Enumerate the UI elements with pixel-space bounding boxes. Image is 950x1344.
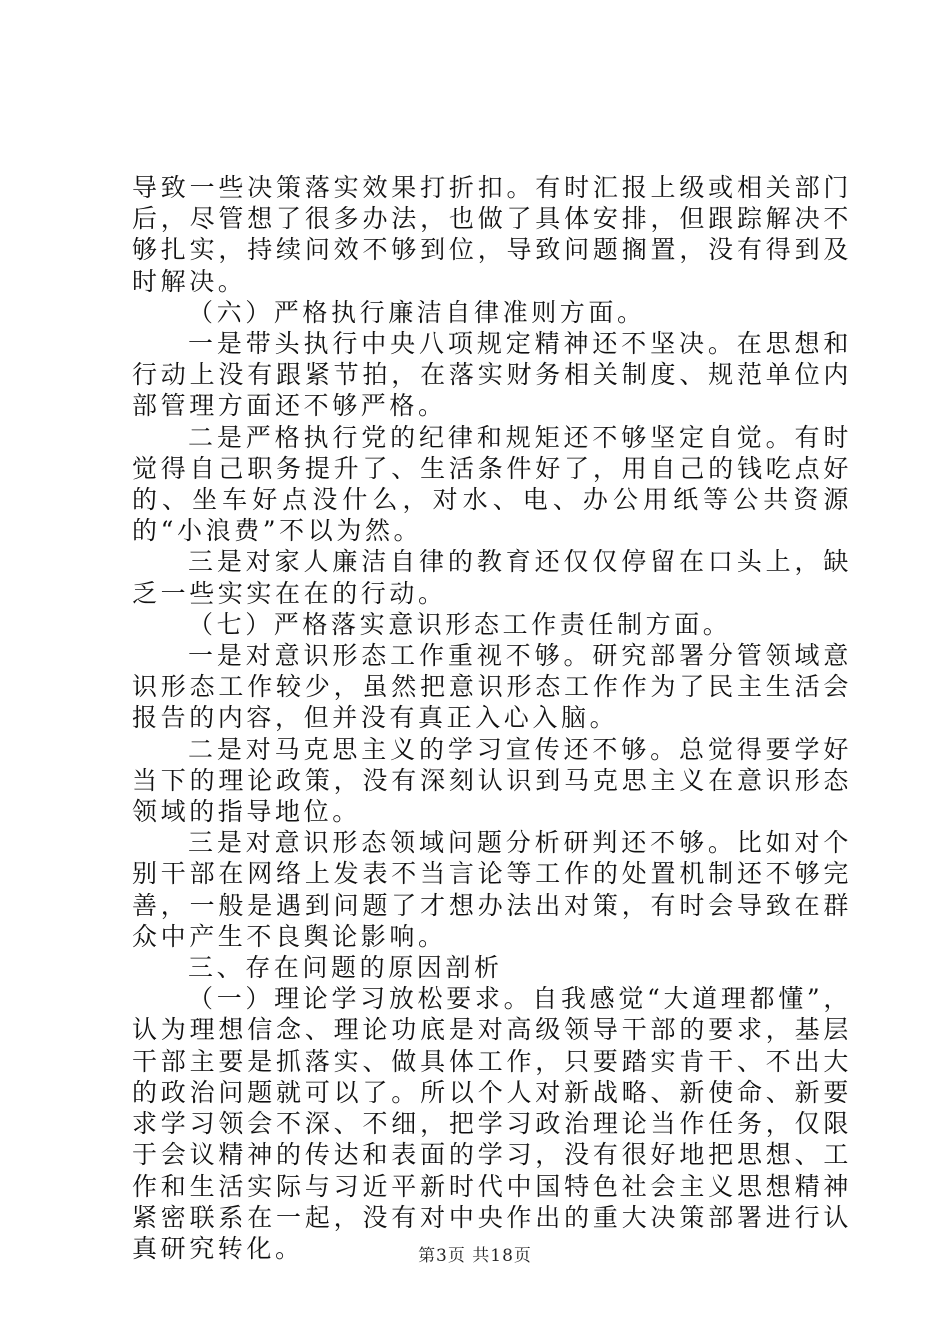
paragraph-9: 三是对意识形态领域问题分析研判还不够。比如对个别干部在网络上发表不当言论等工作的处置机制还不够完善，一般是遇到问题了才想办法出对策，有时会导致在群众中产生不良舆论影响。 xyxy=(132,828,852,951)
chapter-heading-3: 三、存在问题的原因剖析 xyxy=(188,953,503,983)
paragraph-4: 二是严格执行党的纪律和规矩还不够坚定自觉。有时觉得自己职务提升了、生活条件好了，用自己的钱吃点好的、坐车好点没什么，对水、电、办公用纸等公共资源的“小浪费”不以为然。 xyxy=(132,422,852,546)
paragraph-7: 一是对意识形态工作重视不够。研究部署分管领域意识形态工作较少，虽然把意识形态工作作为了民主生活会报告的内容，但并没有真正入心入脑。 xyxy=(132,641,852,733)
paragraph-8: 二是对马克思主义的学习宣传还不够。总觉得要学好当下的理论政策，没有深刻认识到马克思主义在意识形态领域的指导地位。 xyxy=(132,734,852,827)
paragraph-3: 一是带头执行中央八项规定精神还不坚决。在思想和行动上没有跟紧节拍，在落实财务相关制度、规范单位内部管理方面还不够严格。 xyxy=(132,329,852,421)
paragraph-1: 导致一些决策落实效果打折扣。有时汇报上级或相关部门后，尽管想了很多办法，也做了具体安排，但跟踪解决不够扎实，持续问效不够到位，导致问题搁置，没有得到及时解决。 xyxy=(132,173,852,296)
section-heading-7: （七）严格落实意识形态工作责任制方面。 xyxy=(188,609,732,639)
paragraph-11: （一）理论学习放松要求。自我感觉“大道理都懂”，认为理想信念、理论功底是对高级领导干部的要求，基层干部主要是抓落实、做具体工作，只要踏实肯干、不出大的政治问题就可以了。所以个人对新战略、新使命、新要求学习领会不深、不细，把学习政治理论当作任务，仅限于会议精神的传达和表面的学习，没有很好地把思想、工作和生活实际与习近平新时代中国特色社会主义思想精神紧密联系在一起，没有对中央作出的重大决策部署进行认真研究转化。 xyxy=(132,984,852,1263)
page-footer: 第3页 共18页 xyxy=(418,1246,532,1266)
document-body xyxy=(132,172,852,1264)
paragraph-5: 三是对家人廉洁自律的教育还仅仅停留在口头上，缺乏一些实实在在的行动。 xyxy=(132,547,852,608)
section-heading-6: （六）严格执行廉洁自律准则方面。 xyxy=(188,297,646,327)
